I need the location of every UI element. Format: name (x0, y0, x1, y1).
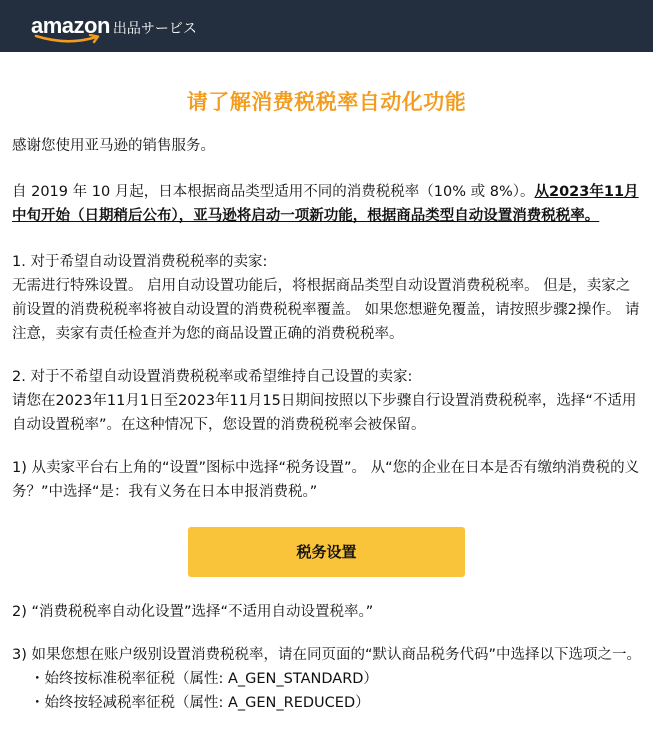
amazon-smile-icon (34, 34, 106, 44)
section1-body: 无需进行特殊设置。 启用自动设置功能后，将根据商品类型自动设置消费税税率。 但是，卖家之前设置的消费税税率将被自动设置的消费税税率覆盖。 如果您想避免覆盖，请按照步骤2操作。 请注意，卖家有责任检查并为您的商品设置正确的消费税税率。 (12, 278, 640, 342)
option-reduced: ・始终按轻减税率征税（属性: A_GEN_REDUCED） (30, 695, 370, 711)
email-body (0, 86, 653, 715)
section1-heading: 1. 对于希望自动设置消费税税率的卖家: (12, 254, 268, 270)
logo-word: amazon (31, 13, 110, 38)
intro-text: 自 2019 年 10 月起，日本根据商品类型适用不同的消费税税率（10% 或 8%）。 (12, 184, 535, 200)
step3-text: 3) 如果您想在账户级别设置消费税税率，请在同页面的“默认商品税务代码”中选择以下选项之一。 (12, 647, 642, 663)
intro-paragraph (12, 180, 641, 228)
page-title: 请了解消费税税率自动化功能 (186, 90, 467, 114)
amazon-logo[interactable] (31, 13, 197, 39)
step1-text: 1) 从卖家平台右上角的“设置”图标中选择“税务设置”。 从“您的企业在日本是否有缴纳消费税的义务？”中选择“是：我有义务在日本申报消费税。” (12, 460, 640, 500)
intro-bold-text: 从2023年11月中旬开始（日期稍后公布），亚马逊将启动一项新功能，根据商品类型自动设置消费税税率。 (12, 184, 639, 224)
greeting-text: 感谢您使用亚马逊的销售服务。 (12, 138, 215, 154)
button-wrapper (12, 527, 641, 577)
logo-subtitle: 出品サービス (112, 20, 197, 37)
step2-text: 2) “消费税税率自动化设置”选择“不适用自动设置税率。” (12, 604, 374, 620)
section2-body: 请您在2023年11月1日至2023年11月15日期间按照以下步骤自行设置消费税税率，选择“不适用自动设置税率”。在这种情况下，您设置的消费税税率会被保留。 (12, 393, 637, 433)
option-standard: ・始终按标准税率征税（属性: A_GEN_STANDARD） (30, 671, 378, 687)
section2-heading: 2. 对于不希望自动设置消费税税率或希望维持自己设置的卖家: (12, 369, 413, 385)
tax-settings-button[interactable]: 税务设置 (188, 527, 465, 577)
header-bar (0, 0, 653, 52)
